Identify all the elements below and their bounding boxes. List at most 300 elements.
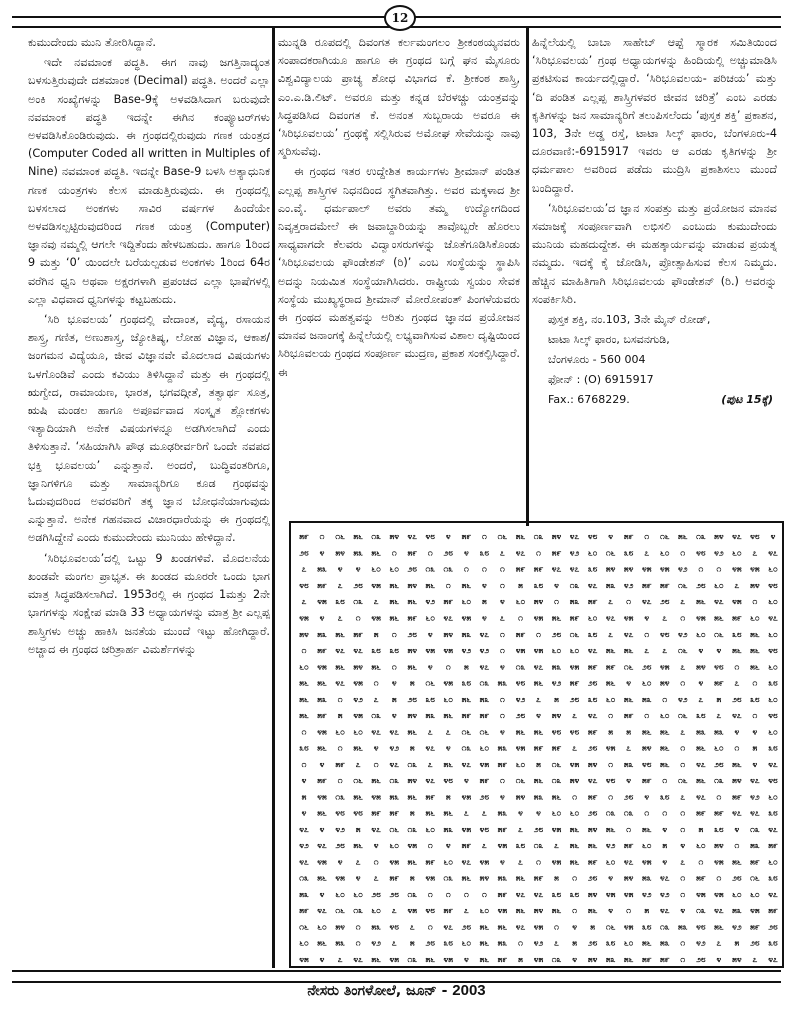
grid-cell-numeral: ೪೭ (714, 597, 724, 608)
grid-cell-numeral: ೫ (554, 694, 559, 705)
grid-cell-numeral: ೨೮ (623, 792, 634, 803)
grid-cell-numeral: ೩೮ (533, 580, 544, 591)
grid-cell-numeral: ೪೭ (515, 548, 526, 559)
grid-cell-numeral: ೧ (716, 873, 722, 884)
grid-cell-numeral: ೫೩ (497, 808, 508, 819)
grid-cell-numeral: ೫೬ (371, 776, 381, 787)
grid-cell-numeral: ೫೯ (587, 727, 598, 738)
grid-cell-numeral: ೧೩ (569, 580, 580, 591)
grid-cell-numeral: ೫೬ (551, 613, 562, 624)
grid-cell-numeral: ೧ (337, 743, 343, 754)
grid-cell-numeral: ೫೯ (335, 759, 345, 770)
grid-cell-numeral: ೪೭ (569, 532, 580, 543)
grid-cell-numeral: ೪೫ (371, 613, 381, 624)
grid-cell-numeral: ೧ (680, 678, 686, 689)
grid-cell-numeral: ೫೬ (479, 954, 490, 965)
grid-cell-numeral: ೬೦ (641, 678, 652, 689)
grid-cell-numeral: ೫೬ (353, 743, 363, 754)
grid-cell-numeral: ೫೯ (569, 678, 580, 689)
grid-cell-numeral: ೧೩ (533, 841, 544, 852)
grid-cell-numeral: ೪ (319, 759, 325, 770)
grid-cell-numeral: ೫ (409, 743, 415, 754)
grid-cell-numeral: ೨೮ (443, 548, 454, 559)
grid-cell-numeral: ೧೩ (750, 824, 760, 835)
grid-cell-numeral: ೫೯ (461, 711, 472, 722)
grid-cell-numeral: ೧೩ (353, 597, 363, 608)
grid-cell-numeral: ೩೮ (659, 792, 670, 803)
grid-cell-numeral: ೪೫ (641, 564, 652, 575)
grid-cell-numeral: ೧೬ (678, 776, 688, 787)
grid-cell-numeral: ೪ (355, 873, 361, 884)
grid-cell-numeral: ೫೪ (569, 776, 580, 787)
grid-cell-numeral: ೫೯ (732, 792, 742, 803)
grid-cell-numeral: ೧೩ (659, 922, 670, 933)
grid-cell-numeral: ೫೯ (768, 906, 778, 917)
grid-cell-numeral: ೨೮ (425, 938, 436, 949)
grid-cell-numeral: ೫೬ (515, 906, 526, 917)
grid-cell-numeral: ೫೯ (515, 564, 526, 575)
grid-cell-numeral: ೬೦ (389, 564, 399, 575)
grid-cell-numeral: ೫೯ (479, 776, 490, 787)
grid-cell-numeral: ೪೭ (299, 857, 309, 868)
grid-cell-numeral: ೫೬ (569, 824, 580, 835)
grid-cell-numeral: ೫೩ (317, 564, 327, 575)
grid-cell-numeral: ೪ (319, 889, 325, 900)
grid-cell-numeral: ೫ (662, 841, 668, 852)
grid-cell-numeral: ೫೯ (497, 824, 508, 835)
grid-cell-numeral: ೭ (554, 841, 559, 852)
grid-cell-numeral: ೬೦ (732, 548, 742, 559)
grid-cell-numeral: ೭ (337, 580, 343, 591)
grid-cell-numeral: ೪೫ (533, 954, 544, 965)
grid-cell-numeral: ೬೦ (605, 694, 616, 705)
grid-cell-numeral: ೫೩ (623, 759, 634, 770)
grid-cell-numeral: ೫೬ (696, 597, 706, 608)
grid-cell-numeral: ೫೪ (732, 776, 742, 787)
grid-cell-numeral: ೪೮ (714, 662, 724, 673)
grid-cell-numeral: ೫ (536, 759, 541, 770)
grid-cell-numeral: ೪೭ (317, 906, 327, 917)
grid-cell-numeral: ೪೮ (299, 580, 309, 591)
grid-cell-numeral: ೪ (445, 841, 451, 852)
grid-cell-numeral: ೫೯ (317, 711, 327, 722)
grid-cell-numeral: ೫೩ (497, 938, 508, 949)
grid-cell-numeral: ೫ (409, 808, 415, 819)
grid-cell-numeral: ೫ (716, 694, 722, 705)
grid-cell-numeral: ೧೩ (479, 678, 490, 689)
grid-cell-numeral: ೧ (680, 954, 686, 965)
grid-cell-numeral: ೧೬ (750, 873, 760, 884)
grid-cell-numeral: ೪೭ (750, 808, 760, 819)
grid-cell-numeral: ೫೩ (443, 824, 454, 835)
grid-cell-numeral: ೧ (572, 873, 577, 884)
grid-cell-numeral: ೫೯ (696, 873, 706, 884)
grid-cell-numeral: ೭ (337, 954, 343, 965)
grid-cell-numeral: ೭ (680, 727, 686, 738)
grid-cell-numeral: ೪೭ (587, 711, 598, 722)
grid-cell-numeral: ೪೭ (732, 532, 742, 543)
grid-cell-numeral: ೫೩ (425, 711, 436, 722)
grid-cell-numeral: ೫೬ (371, 954, 381, 965)
grid-cell-numeral: ೫೪ (623, 564, 634, 575)
grid-cell-numeral: ೫೪ (587, 889, 598, 900)
grid-cell-numeral: ೪೫ (551, 824, 562, 835)
grid-cell-numeral: ೧ (716, 792, 722, 803)
grid-cell-numeral: ೫೯ (750, 857, 760, 868)
grid-cell-numeral: ೫೪ (732, 954, 742, 965)
article-column-3 (532, 34, 777, 532)
grid-cell-numeral: ೨೮ (732, 694, 742, 705)
grid-cell-numeral: ೪೭ (768, 824, 778, 835)
grid-cell-numeral: ೪೭ (317, 841, 327, 852)
grid-cell-numeral: ೫೪ (353, 662, 363, 673)
grid-cell-numeral: ೪೮ (425, 532, 436, 543)
grid-cell-numeral: ೫೩ (497, 873, 508, 884)
grid-cell-numeral: ೪೫ (714, 857, 724, 868)
grid-cell-numeral: ೫೯ (497, 954, 508, 965)
grid-cell-numeral: ೨೮ (389, 889, 399, 900)
grid-cell-numeral: ೧ (698, 564, 704, 575)
grid-cell-numeral: ೪ (518, 808, 523, 819)
grid-cell-numeral: ೫೪ (551, 711, 562, 722)
grid-cell-numeral: ೪೭ (714, 906, 724, 917)
grid-cell-numeral: ೨೮ (587, 873, 598, 884)
grid-cell-numeral: ೫೬ (407, 662, 418, 673)
grid-cell-numeral: ೩೮ (587, 694, 598, 705)
grid-cell-numeral: ೪೭ (335, 678, 345, 689)
grid-cell-numeral: ೧ (680, 548, 686, 559)
grid-cell-numeral: ೪೮ (551, 727, 562, 738)
grid-cell-numeral: ೭ (373, 873, 379, 884)
grid-cell-numeral: ೧ (608, 759, 614, 770)
grid-cell-numeral: ೭ (301, 597, 307, 608)
grid-cell-numeral: ೫೯ (641, 954, 652, 965)
grid-cell-numeral: ೪೫ (515, 743, 526, 754)
grid-cell-numeral: ೭ (373, 597, 379, 608)
grid-cell-numeral: ೩೮ (605, 938, 616, 949)
grid-cell-numeral: ೫ (626, 727, 632, 738)
grid-cell-numeral: ೪೮ (768, 646, 778, 657)
grid-cell-numeral: ೪೭ (551, 564, 562, 575)
grid-cell-numeral: ೫೬ (714, 922, 724, 933)
grid-cell-numeral: ೭ (391, 906, 397, 917)
grid-cell-numeral: ೪೭ (371, 727, 381, 738)
grid-cell-numeral: ೫೩ (551, 662, 562, 673)
grid-cell-numeral: ೧ (445, 580, 451, 591)
grid-cell-numeral: ೫೬ (587, 906, 598, 917)
grid-cell-numeral: ೫೬ (317, 743, 327, 754)
grid-cell-numeral: ೪೭ (569, 564, 580, 575)
grid-cell-numeral: ೫೬ (425, 954, 436, 965)
grid-cell-numeral: ೪೭ (533, 662, 544, 673)
grid-cell-numeral: ೪೨ (425, 597, 436, 608)
grid-cell-numeral: ೭ (536, 694, 541, 705)
grid-cell-numeral: ೪೫ (696, 889, 706, 900)
grid-cell-numeral: ೫ (391, 694, 397, 705)
grid-cell-numeral: ೫೯ (533, 873, 544, 884)
grid-cell-numeral: ೪೫ (299, 613, 309, 624)
grid-cell-numeral: ೫೯ (317, 776, 327, 787)
grid-cell-numeral: ೧೬ (335, 906, 345, 917)
grid-cell-numeral: ೫೯ (425, 857, 436, 868)
grid-cell-numeral: ೩೮ (389, 646, 399, 657)
grid-cell-numeral: ೫೬ (659, 743, 670, 754)
grid-cell-numeral: ೨೮ (587, 808, 598, 819)
grid-cell-numeral: ೪೭ (335, 646, 345, 657)
grid-cell-numeral: ೪೭ (425, 743, 436, 754)
grid-cell-numeral: ೧ (572, 906, 577, 917)
grid-cell-numeral: ೪೭ (389, 727, 399, 738)
grid-cell-numeral: ೭ (734, 580, 740, 591)
grid-cell-numeral: ೬೦ (353, 727, 363, 738)
grid-cell-numeral: ೪೮ (569, 727, 580, 738)
grid-cell-numeral: ೫೬ (750, 629, 760, 640)
grid-cell-numeral: ೪೮ (659, 629, 670, 640)
grid-cell-numeral: ೫೬ (299, 711, 309, 722)
grid-cell-numeral: ೩೮ (551, 889, 562, 900)
grid-cell-numeral: ೫ (518, 954, 523, 965)
grid-cell-numeral: ೫ (373, 629, 379, 640)
continued-note: (ಪುಟ 15ಕ್ಕೆ) (721, 393, 773, 407)
grid-cell-numeral: ೧ (536, 548, 541, 559)
grid-cell-numeral: ೪೫ (443, 646, 454, 657)
grid-cell-numeral: ೪೨ (659, 889, 670, 900)
grid-cell-numeral: ೫೬ (533, 678, 544, 689)
grid-cell-numeral: ೪೭ (371, 824, 381, 835)
grid-cell-numeral: ೧೩ (714, 776, 724, 787)
grid-cell-numeral: ೧ (680, 808, 686, 819)
grid-cell-numeral: ೧ (698, 857, 704, 868)
grid-cell-numeral: ೪೫ (371, 580, 381, 591)
grid-cell-numeral: ೪೨ (623, 580, 634, 591)
grid-cell-numeral: ೫೯ (623, 841, 634, 852)
grid-cell-numeral: ೪೭ (389, 759, 399, 770)
grid-cell-numeral: ೭ (644, 646, 650, 657)
grid-cell-numeral: ೪೭ (479, 662, 490, 673)
grid-cell-numeral: ೪೫ (353, 678, 363, 689)
grid-cell-numeral: ೧ (463, 564, 469, 575)
grid-cell-numeral: ೪೫ (299, 954, 309, 965)
grid-cell-numeral: ೫೩ (678, 922, 688, 933)
grid-cell-numeral: ೧ (734, 743, 740, 754)
grid-cell-numeral: ೬೦ (479, 743, 490, 754)
grid-cell-numeral: ೧ (427, 922, 433, 933)
grid-cell-numeral: ೫೪ (605, 564, 616, 575)
grid-cell-numeral: ೪೨ (299, 841, 309, 852)
grid-cell-numeral: ೪ (319, 613, 325, 624)
grid-cell-numeral: ೪೨ (678, 564, 688, 575)
grid-cell-numeral: ೧೩ (407, 889, 418, 900)
grid-cell-numeral: ೨೮ (551, 629, 562, 640)
grid-cell-numeral: ೩೮ (515, 841, 526, 852)
grid-cell-numeral: ೫೬ (389, 580, 399, 591)
grid-cell-numeral: ೫೯ (461, 841, 472, 852)
paragraph: ‘ಸಿರಿ ಭೂವಲಯ’ ಗ್ರಂಥದಲ್ಲಿ ವೇದಾಂತ, ವೈದ್ಯ, ರಸಾಯನ ಶಾಸ್ತ್ರ, ಗಣಿತ, ಅಣುಶಾಸ್ತ್ರ, ಜ್ಯೋತಿಷ್ಯ, ಲೋಹ ವಿಜ್ಞಾನ, ಆಕಾಶ/ ಜಂಗಮನ ವಿದ್ಯೆಯೂ, ಜೀವ ವಿಜ್ಞಾನವೇ ಮೊದಲಾದ ವಿಷಯಗಳು ಒಳಗೊಂಡಿವೆ ಎಂದು ಕವಿಯು ತಿಳಿಸಿದ್ದಾನೆ ಮತ್ತು ಈ ಗ್ರಂಥದಲ್ಲಿ ಋಗ್ವೇದ, ರಾಮಾಯಣ, ಭಾರತ, ಭಗವದ್ಗೀತೆ, ತತ್ವಾರ್ಥ ಸೂತ್ರ, ಋಷಿ ಮಂಡಲ ಹಾಗೂ ಅಪೂರ್ವವಾದ ಸಂಸ್ಕೃತ ಶ್ಲೋಕಗಳು ಇತ್ಯಾದಿಯಾಗಿ ಅನೇಕ ವಿಷಯಗಳನ್ನೂ ಅಡಗಿಸಲಾಗಿದೆ ಎಂದು ತಿಳಿಸುತ್ತಾನೆ. ‘ಸಹಿಯಾಗಿಸಿ ಪೌಢ ಮೂಢರೀರ್ವರಿಗೆ ಒಂದೇ ನವಪದ ಭಕ್ತಿ ಭೂವಲಯ’ ಎನ್ನುತ್ತಾನೆ. ಅಂದರೆ, ಬುದ್ಧಿವಂತರಿಗೂ, ಜ್ಞಾನಿಗಳಿಗೂ ಮತ್ತು ಸಾಮಾನ್ಯರಿಗೂ ಕೂಡ ಗ್ರಂಥವನ್ನು ಓದುವುದರಿಂದ ಅವರವರಿಗೆ ತಕ್ಕ ಜ್ಞಾನ ಬೋಧನೆಯಾಗುವುದು ಎನ್ನುತ್ತಾನೆ. ಅನೇಕ ಗಹನವಾದ ವಿಚಾರಧಾರೆಯನ್ನು ಈ ಗ್ರಂಥದಲ್ಲಿ ಅಡಗಿಸಿದ್ದೇನೆ ಎಂದು ಕುಮುದೇಂದು ಮುನಿಯು ಹೇಳಿದ್ದಾನೆ. (28, 313, 270, 545)
grid-cell-numeral: ೧ (337, 694, 343, 705)
grid-cell-numeral: ೫೬ (425, 580, 436, 591)
grid-cell-numeral: ೧ (572, 792, 577, 803)
grid-cell-numeral: ೭ (608, 597, 614, 608)
grid-cell-numeral: ೭ (680, 792, 686, 803)
grid-cell-numeral: ೧೩ (551, 954, 562, 965)
grid-cell-numeral: ೫೪ (389, 532, 399, 543)
grid-cell-numeral: ೬೦ (515, 597, 526, 608)
grid-cell-numeral: ೫೬ (732, 759, 742, 770)
grid-cell-numeral: ೫೯ (587, 857, 598, 868)
grid-cell-numeral: ೧ (680, 938, 686, 949)
grid-cell-numeral: ೪ (752, 759, 758, 770)
grid-cell-numeral: ೪೮ (768, 776, 778, 787)
grid-cell-numeral: ೬೦ (335, 889, 345, 900)
grid-cell-numeral: ೧ (680, 613, 686, 624)
grid-cell-numeral: ೪೫ (425, 873, 436, 884)
paragraph: ಈ ಗ್ರಂಥದ ಇತರ ಉದ್ದೇಶಿತ ಕಾರ್ಯಗಳು ಶ್ರೀಮಾನ್ ಪಂಡಿತ ಎಲ್ಲಪ್ಪ ಶಾಸ್ತ್ರಿಗಳ ನಿಧನದಿಂದ ಸ್ಥಗಿತವಾಗಿತ್ತು. ಅವರ ಮಕ್ಕಳಾದ ಶ್ರೀ ಎಂ.ವೈ. ಧರ್ಮಪಾಲ್ ಅವರು ತಮ್ಮ ಉದ್ಯೋಗದಿಂದ ನಿವೃತ್ತರಾದಮೇಲೆ ಈ ಜವಾಬ್ದಾರಿಯನ್ನು ತಾವೊಬ್ಬರೇ ಹೊರಲು ಸಾಧ್ಯವಾಗದೇ ಕೆಲವರು ವಿದ್ವಾಂಸರುಗಳನ್ನು ಜೊತೆಗೂಡಿಸಿಕೊಂಡು ‘ಸಿರಿಭೂವಲಯ ಫೌಂಡೇಶನ್ (ರಿ)’ ಎಂಬ ಸಂಸ್ಥೆಯನ್ನು ಸ್ಥಾಪಿಸಿ ಅದನ್ನು ನಿಯಮಿತ ಸಂಸ್ಥೆಯಾಗಿಸಿದರು. ರಾಷ್ಟ್ರೀಯ ಸ್ವಯಂ ಸೇವಕ ಸಂಸ್ಥೆಯ ಮುಖ್ಯಸ್ಥರಾದ ಶ್ರೀಮಾನ್ ಮೋರೋಪಂತ್ ಪಿಂಗಳೆಯವರು ಈ ಗ್ರಂಥದ ಮಹತ್ವವನ್ನು ಅರಿತು ಗ್ರಂಥದ ಜ್ಞಾನದ ಪ್ರಯೋಜನ ಮಾನವ ಜನಾಂಗಕ್ಕೆ ಹಿನ್ನೆಲೆಯಲ್ಲಿ ಲಭ್ಯವಾಗಿಸುವ ವಿಶಾಲ ದೃಷ್ಟಿಯಿಂದ ಸಿರಿಭೂವಲಯ ಗ್ರಂಥದ ಸಂಪೂರ್ಣ ಮುದ್ರಣ, ಪ್ರಕಾಶ ಸಂಕಲ್ಪಿಸಿದ್ದಾರೆ. ಈ (278, 165, 520, 379)
grid-cell-numeral: ೪೫ (461, 792, 472, 803)
grid-cell-numeral: ೩೮ (587, 629, 598, 640)
grid-cell-numeral: ೫೬ (605, 824, 616, 835)
grid-cell-numeral: ೪೭ (299, 824, 309, 835)
grid-cell-numeral: ೪೫ (389, 954, 399, 965)
grid-cell-numeral: ೪೭ (641, 597, 652, 608)
grid-cell-numeral: ೭ (608, 629, 614, 640)
grid-cell-numeral: ೫೯ (551, 743, 562, 754)
address-fax (532, 391, 777, 409)
article-column-1 (28, 34, 270, 968)
grid-cell-numeral: ೪೭ (659, 906, 670, 917)
grid-cell-numeral: ೧ (500, 564, 505, 575)
grid-cell-numeral: ೪ (716, 646, 722, 657)
grid-cell-numeral: ೭ (680, 857, 686, 868)
grid-cell-numeral: ೧೬ (569, 629, 580, 640)
grid-cell-numeral: ೧೬ (714, 629, 724, 640)
grid-cell-numeral: ೩೮ (768, 938, 778, 949)
grid-cell-numeral: ೧೩ (389, 776, 399, 787)
grid-cell-numeral: ೪೮ (641, 759, 652, 770)
grid-cell-numeral: ೭ (554, 938, 559, 949)
grid-cell-numeral: ೬೦ (768, 694, 778, 705)
grid-cell-numeral: ೪ (500, 857, 505, 868)
grid-cell-numeral: ೫೪ (479, 873, 490, 884)
grid-cell-numeral: ೪ (644, 613, 650, 624)
grid-cell-numeral: ೫೪ (714, 841, 724, 852)
grid-cell-numeral: ೧೩ (696, 532, 706, 543)
grid-cell-numeral: ೫೬ (299, 678, 309, 689)
grid-cell-numeral: ೫೯ (317, 580, 327, 591)
grid-cell-numeral: ೫ (409, 873, 415, 884)
grid-cell-numeral: ೫ (734, 938, 740, 949)
grid-cell-numeral: ೪೮ (515, 678, 526, 689)
grid-cell-numeral: ೪ (337, 857, 343, 868)
grid-cell-numeral: ೧ (482, 564, 487, 575)
grid-cell-numeral: ೫೯ (299, 532, 309, 543)
grid-cell-numeral: ೪ (445, 532, 451, 543)
grid-cell-numeral: ೫೯ (407, 548, 418, 559)
grid-cell-numeral: ೭ (662, 646, 668, 657)
grid-cell-numeral: ೫೯ (533, 564, 544, 575)
grid-cell-numeral: ೪೭ (587, 580, 598, 591)
grid-cell-numeral: ೫೯ (750, 922, 760, 933)
grid-cell-numeral: ೧ (644, 532, 650, 543)
grid-cell-numeral: ೫೪ (515, 792, 526, 803)
grid-cell-numeral: ೧೩ (443, 564, 454, 575)
grid-cell-numeral: ೪೮ (768, 711, 778, 722)
grid-cell-numeral: ೫೯ (659, 954, 670, 965)
grid-cell-numeral: ೬೦ (768, 727, 778, 738)
grid-cell-numeral: ೧೬ (623, 662, 634, 673)
grid-cell-numeral: ೨೮ (353, 580, 363, 591)
grid-cell-numeral: ೭ (734, 678, 740, 689)
grid-cell-numeral: ೫೯ (623, 532, 634, 543)
grid-cell-numeral: ೫೯ (587, 792, 598, 803)
grid-cell-numeral: ೫ (572, 938, 577, 949)
grid-cell-numeral: ೪೫ (407, 906, 418, 917)
grid-cell-numeral: ೫೩ (497, 743, 508, 754)
grid-cell-numeral: ೨೮ (299, 548, 309, 559)
grid-cell-numeral: ೩೮ (732, 629, 742, 640)
grid-cell-numeral: ೪೭ (461, 759, 472, 770)
grid-cell-numeral: ೫೪ (551, 532, 562, 543)
grid-cell-numeral: ೭ (518, 857, 523, 868)
grid-cell-numeral: ೪೭ (605, 613, 616, 624)
grid-cell-numeral: ೧೩ (605, 808, 616, 819)
grid-cell-numeral: ೪೫ (732, 597, 742, 608)
grid-cell-numeral: ೨೮ (641, 662, 652, 673)
grid-cell-numeral: ೫೬ (407, 727, 418, 738)
grid-cell-numeral: ೪ (482, 613, 487, 624)
grid-cell-numeral: ೧ (301, 759, 307, 770)
grid-cell-numeral: ೫೯ (299, 906, 309, 917)
grid-cell-numeral: ೪ (427, 629, 433, 640)
grid-cell-numeral: ೫೬ (317, 873, 327, 884)
grid-cell-numeral: ೭ (626, 743, 632, 754)
grid-cell-numeral: ೫ (409, 678, 415, 689)
grid-cell-numeral: ೫೬ (425, 808, 436, 819)
grid-cell-numeral: ೪೫ (659, 662, 670, 673)
grid-cell-numeral: ೫ (698, 824, 704, 835)
grid-cell-numeral: ೫೬ (605, 646, 616, 657)
grid-cell-numeral: ೫೪ (407, 711, 418, 722)
grid-cell-numeral: ೫ (554, 873, 559, 884)
grid-cell-numeral: ೬೦ (696, 629, 706, 640)
grid-cell-numeral: ೫೬ (389, 613, 399, 624)
grid-cell-numeral: ೫೬ (353, 532, 363, 543)
address-line: ಪುಸ್ತಕ ಶಕ್ತಿ, ನಂ.103, 3ನೇ ಮೈನ್ ರೋಡ್, (548, 313, 711, 327)
grid-cell-numeral: ೪೫ (641, 857, 652, 868)
grid-cell-numeral: ೧ (463, 889, 469, 900)
grid-cell-numeral: ೪೫ (335, 873, 345, 884)
grid-cell-numeral: ೨೮ (533, 824, 544, 835)
grid-cell-numeral: ೪ (500, 792, 505, 803)
grid-cell-numeral: ೧೩ (371, 711, 381, 722)
grid-cell-numeral: ೧೩ (407, 824, 418, 835)
grid-cell-numeral: ೧ (445, 662, 451, 673)
grid-cell-numeral: ೨೮ (407, 629, 418, 640)
grid-cell-numeral: ೫೪ (623, 873, 634, 884)
grid-cell-numeral: ೪೫ (389, 857, 399, 868)
grid-cell-numeral: ೭ (572, 743, 577, 754)
grid-cell-numeral: ೪ (554, 580, 559, 591)
grid-cell-numeral: ೫೬ (407, 597, 418, 608)
grid-cell-numeral: ೧ (500, 711, 505, 722)
grid-cell-numeral: ೪ (698, 678, 704, 689)
grid-cell-numeral: ೪೫ (443, 954, 454, 965)
grid-cell-numeral: ೧ (680, 824, 686, 835)
grid-cell-numeral: ೪೨ (335, 824, 345, 835)
paragraph: ಇದೇ ನವಮಾಂಕ ಪದ್ಧತಿ. ಈಗ ನಾವು ಜಗತ್ತಿನಾದ್ಯಂತ ಬಳಸುತ್ತಿರುವುದೇ ದಶಮಾಂಕ (Decimal) ಪದ್ಧತಿ. ಅಂದರೆ ಎಲ್ಲಾ ಅಂಕಿ ಸಂಖ್ಯೆಗಳನ್ನು Base-9ಕ್ಕೆ ಅಳವಡಿಸಿದಾಗ ಬರುವುದೇ ನವಮಾಂಕ ಪದ್ಧತಿ ಇದನ್ನೇ ಈಗಿನ ಕಂಪ್ಯೂಟರ್‌ಗಳು ಅಳವಡಿಸಿಕೊಂಡಿರುವುದು. ಈ ಗ್ರಂಥದಲ್ಲಿರುವುದು ಗಣಕ ಯಂತ್ರದ (Computer Coded all written in Multiples of Nine) ನವಮಾಂಕ ಪದ್ಧತಿ. ಇದನ್ನೇ Base-9 ಬಳಸಿ ಅತ್ಯಾಧುನಿಕ ಗಣಕ ಯಂತ್ರಗಳು ಕೆಲಸ ಮಾಡುತ್ತಿರುವುದು. ಈ ಗ್ರಂಥದಲ್ಲಿ ಬಳಸಲಾದ ಅಂಕಗಳು ಸಾವಿರ ವರ್ಷಗಳ ಹಿಂದೆಯೇ ಅಳವಡಿಸಲ್ಪಟ್ಟಿರುವುದರಿಂದ ಗಣಕ ಯಂತ್ರ (Computer) ಜ್ಞಾನವು ನಮ್ಮಲ್ಲಿ ಆಗಲೇ ಇದ್ದಿತೆಂದು ಹೇಳಬಹುದು. ಹಾಗೂ 1ರಿಂದ 9 ಮತ್ತು ‘0’ ಯಿಂದಲೇ ಬರೆಯಲ್ಪಡುವ ಅಂಕಗಳು 1ರಿಂದ 64ರ ವರೆಗಿನ ಧ್ವನಿ ಅಥವಾ ಅಕ್ಷರಗಳಾಗಿ ಪ್ರಪಂಚದ ಎಲ್ಲಾ ಭಾಷೆಗಳಲ್ಲಿ ಎಲ್ಲಾ ವಿಧವಾದ ಧ್ವನಿಗಳನ್ನು ಕಟ್ಟಬಹುದು. (28, 56, 270, 306)
grid-cell-numeral: ೫೬ (623, 646, 634, 657)
grid-cell-numeral: ೫ (518, 580, 523, 591)
grid-cell-numeral: ೧೬ (551, 759, 562, 770)
